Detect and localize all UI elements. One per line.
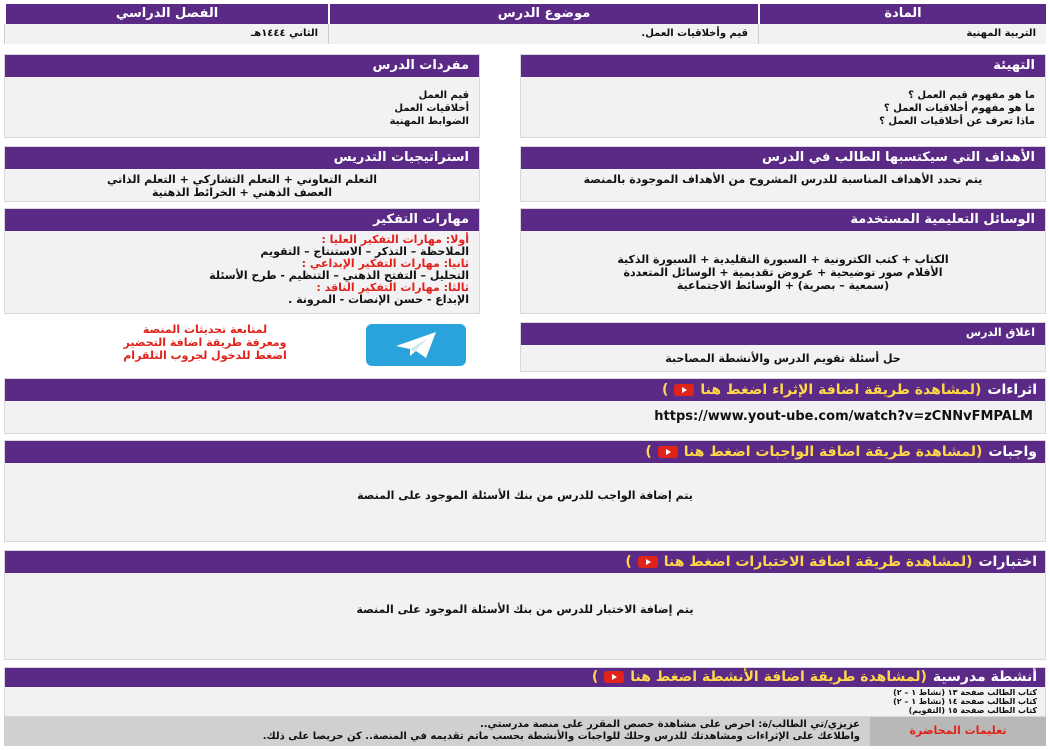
- subject-column: [758, 4, 1046, 44]
- telegram-line: اضغط للدخول لجروب التلقرام: [123, 349, 287, 362]
- homework-text: يتم إضافة الواجب للدرس من بنك الأسئلة الموجود على المنصة: [357, 489, 693, 502]
- tests-label: اختبارات: [978, 554, 1037, 570]
- warmup-line: ما هو مفهوم أخلاقيات العمل ؟: [883, 103, 1035, 114]
- objectives-title: الأهداف التي سيكتسبها الطالب في الدرس: [521, 147, 1045, 169]
- thinking-heading: ثالثا: مهارات التفكير الناقد :: [316, 281, 469, 294]
- thinking-line: الإبداع - حسن الإنصات - المرونة .: [288, 293, 469, 306]
- aids-line: الكتاب + كتب الكترونية + السبورة التقليدية + السبورة الذكية: [617, 253, 949, 266]
- thinking-heading: ثانيا: مهارات التفكير الإبداعي :: [301, 257, 469, 270]
- telegram-line: لمتابعة تحديثات المنصة: [142, 323, 268, 336]
- telegram-promo-text[interactable]: [80, 323, 330, 362]
- activities-howto-link[interactable]: (لمشاهدة طريقة اضافة الأنشطة اضغط هنا: [630, 668, 927, 685]
- subject-label: المادة: [758, 4, 1046, 24]
- lesson-closing-section: [520, 322, 1046, 372]
- activity-line: كتاب الطالب صفحة ١٤ (نشاط ١ – ٢): [893, 697, 1037, 706]
- lesson-items-title: مفردات الدرس: [5, 55, 479, 77]
- telegram-line: ومعرفة طريقة اضافة التحضير: [123, 336, 287, 349]
- youtube-icon[interactable]: [638, 556, 658, 568]
- strategies-title: استراتيجيات التدريس: [5, 147, 479, 169]
- strategies-line: التعلم التعاوني + التعلم التشاركي + التعلم الذاتي: [106, 173, 378, 186]
- tests-section: [4, 550, 1046, 660]
- teaching-aids-title: الوسائل التعليمية المستخدمة: [521, 209, 1045, 231]
- school-activities-section: [4, 667, 1046, 717]
- aids-line: (سمعية – بصرية) + الوسائط الاجتماعية: [676, 279, 890, 292]
- enrichment-label: اثراءات: [987, 382, 1037, 398]
- semester-value: الثاني ١٤٤٤هـ: [4, 24, 328, 44]
- lesson-items-section: [4, 54, 480, 138]
- instructions-line: عزيزي/تي الطالب/ة: احرص على مشاهدة حصص المقرر على منصة مدرستي..: [479, 719, 860, 730]
- lesson-closing-title: اغلاق الدرس: [521, 323, 1045, 345]
- youtube-icon[interactable]: [658, 446, 678, 458]
- close-paren: ): [645, 444, 652, 460]
- subject-value: التربية المهنية: [758, 24, 1046, 44]
- thinking-skills-section: [4, 208, 480, 314]
- lecture-instructions: [4, 717, 1046, 746]
- aids-line: الأقلام صور توضيحية + عروض تقديمية + الوسائل المتعددة: [623, 266, 943, 279]
- close-paren: ): [591, 668, 599, 685]
- youtube-icon[interactable]: [604, 671, 624, 683]
- lesson-item: الضوابط المهنية: [389, 116, 469, 127]
- enrichment-url[interactable]: https://www.yout-ube.com/watch?v=zCNNvFMPALM: [654, 409, 1033, 424]
- semester-label: الفصل الدراسي: [4, 4, 328, 24]
- lesson-info-table: [4, 4, 1046, 44]
- warmup-title: التهيئة: [521, 55, 1045, 77]
- homework-label: واجبات: [988, 444, 1037, 460]
- thinking-line: الملاحظة – التذكر – الاستنتاج – التقويم: [260, 245, 469, 258]
- warmup-section: [520, 54, 1046, 138]
- close-paren: ): [625, 554, 632, 570]
- teaching-aids-section: [520, 208, 1046, 314]
- strategies-line: العصف الذهني + الخرائط الذهنية: [152, 186, 332, 199]
- telegram-icon[interactable]: [366, 324, 466, 366]
- topic-label: موضوع الدرس: [328, 4, 758, 24]
- tests-howto-link[interactable]: (لمشاهدة طريقة اضافة الاختبارات اضغط هنا: [663, 554, 973, 570]
- enrichment-howto-link[interactable]: (لمشاهدة طريقة اضافة الإثراء اضغط هنا: [700, 382, 982, 398]
- thinking-line: التحليل – التفتح الذهني – التنظيم - طرح الأسئلة: [209, 269, 469, 282]
- warmup-line: ماذا تعرف عن أخلاقيات العمل ؟: [879, 116, 1035, 127]
- activity-line: كتاب الطالب صفحة ١٣ (نشاط ١ – ٢): [893, 688, 1037, 697]
- lesson-item: قيم العمل: [418, 90, 469, 101]
- objectives-section: [520, 146, 1046, 202]
- youtube-icon[interactable]: [674, 384, 694, 396]
- warmup-line: ما هو مفهوم قيم العمل ؟: [908, 90, 1035, 101]
- thinking-heading: أولا: مهارات التفكير العليا :: [321, 233, 469, 246]
- topic-value: قيم وأخلاقيات العمل.: [328, 24, 758, 44]
- activity-line: كتاب الطالب صفحة ١٥ (التقويم): [908, 706, 1037, 715]
- thinking-skills-title: مهارات التفكير: [5, 209, 479, 231]
- enrichment-section: [4, 378, 1046, 434]
- tests-text: يتم إضافة الاختبار للدرس من بنك الأسئلة الموجود على المنصة: [356, 603, 694, 616]
- homework-howto-link[interactable]: (لمشاهدة طريقة اضافة الواجبات اضغط هنا: [683, 444, 983, 460]
- activities-label: أنشطة مدرسية: [932, 668, 1037, 685]
- close-paren: ): [662, 382, 669, 398]
- instructions-line: واطلاعك على الإثراءات ومشاهدتك للدرس وحلك للواجبات والأنشطة بحسب ماتم تقديمه في المنصة.. كن حريصا على ذلك.: [262, 731, 860, 742]
- homework-section: [4, 440, 1046, 542]
- lesson-closing-text: حل أسئلة تقويم الدرس والأنشطة المصاحبة: [665, 352, 901, 365]
- lecture-instructions-label: تعليمات المحاضرة: [870, 717, 1046, 746]
- objectives-text: يتم تحدد الأهداف المناسبة للدرس المشروح من الأهداف الموجودة بالمنصة: [583, 173, 983, 186]
- topic-column: [328, 4, 758, 44]
- strategies-section: [4, 146, 480, 202]
- semester-column: [4, 4, 328, 44]
- lesson-item: أخلاقيات العمل: [394, 103, 469, 114]
